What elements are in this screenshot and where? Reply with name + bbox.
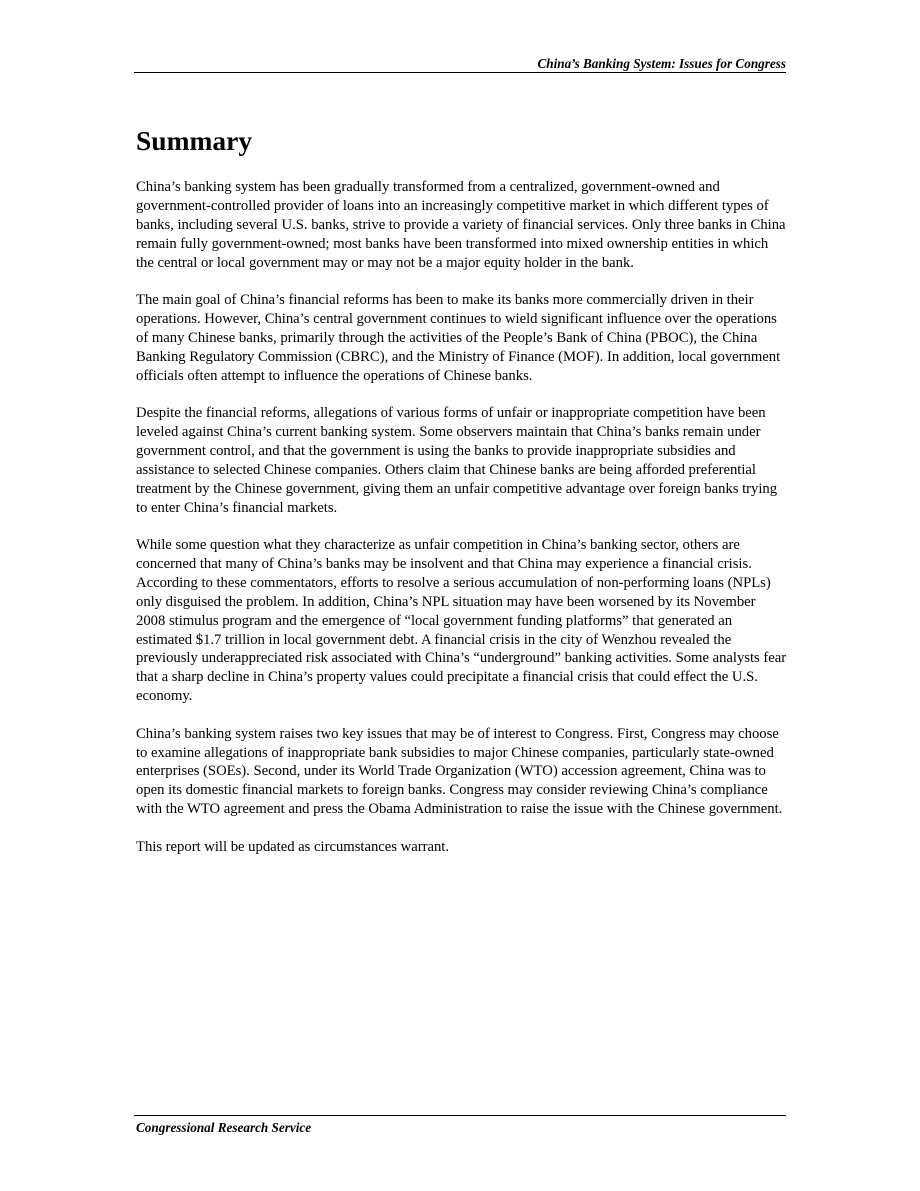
running-header: China’s Banking System: Issues for Congress xyxy=(537,56,786,71)
paragraph: China’s banking system has been gradually transformed from a centralized, government-owned and government-controlled provider of loans into an increasingly competitive market in which different types of banks, including several U.S. banks, strive to provide a variety of financial services. Only three banks in China remain fully government-owned; most banks have been transformed into mixed ownership entities in which the central or local government may or may not be a major equity holder in the bank. xyxy=(136,179,786,271)
section-title: Summary xyxy=(136,125,253,156)
paragraph: China’s banking system raises two key issues that may be of interest to Congress. First, Congress may choose to examine allegations of inappropriate bank subsidies to major Chinese companies, particularly state-owned enterprises (SOEs). Second, under its World Trade Organization (WTO) accession agreement, China was to open its domestic financial markets to foreign banks. Congress may consider reviewing China’s compliance with the WTO agreement and press the Obama Administration to raise the issue with the Chinese government. xyxy=(136,725,783,818)
paragraph: The main goal of China’s financial reforms has been to make its banks more commercially driven in their operations. However, China’s central government continues to wield significant influence over the operations of many Chinese banks, primarily through the activities of the People’s Bank of China (PBOC), the China Banking Regulatory Commission (CBRC), and the Ministry of Finance (MOF). In addition, local government officials often attempt to influence the operations of Chinese banks. xyxy=(136,292,781,384)
header-divider xyxy=(134,72,786,73)
running-footer: Congressional Research Service xyxy=(136,1120,312,1135)
summary-body xyxy=(136,178,788,875)
paragraph: This report will be updated as circumstances warrant. xyxy=(136,838,449,855)
paragraph: Despite the financial reforms, allegations of various forms of unfair or inappropriate competition have been leveled against China’s current banking system. Some observers maintain that China’s banks remain under government control, and that the government is using the banks to provide inappropriate subsidies and assistance to selected Chinese companies. Others claim that Chinese banks are being afforded preferential treatment by the Chinese government, giving them an unfair competitive advantage over foreign banks trying to enter China’s financial markets. xyxy=(136,405,778,516)
paragraph: While some question what they characterize as unfair competition in China’s banking sector, others are concerned that many of China’s banks may be insolvent and that China may experience a financial crisis. According to these commentators, efforts to resolve a serious accumulation of non-performing loans (NPLs) only disguised the problem. In addition, China’s NPL situation may have been worsened by its November 2008 stimulus program and the emergence of “local government funding platforms” that generated an estimated $1.7 trillion in local government debt. A financial crisis in the city of Wenzhou revealed the previously underappreciated risk associated with China’s “underground” banking activities. Some analysts fear that a sharp decline in China’s property values could precipitate a financial crisis that could effect the U.S. economy. xyxy=(136,537,787,705)
footer-divider xyxy=(134,1115,786,1116)
